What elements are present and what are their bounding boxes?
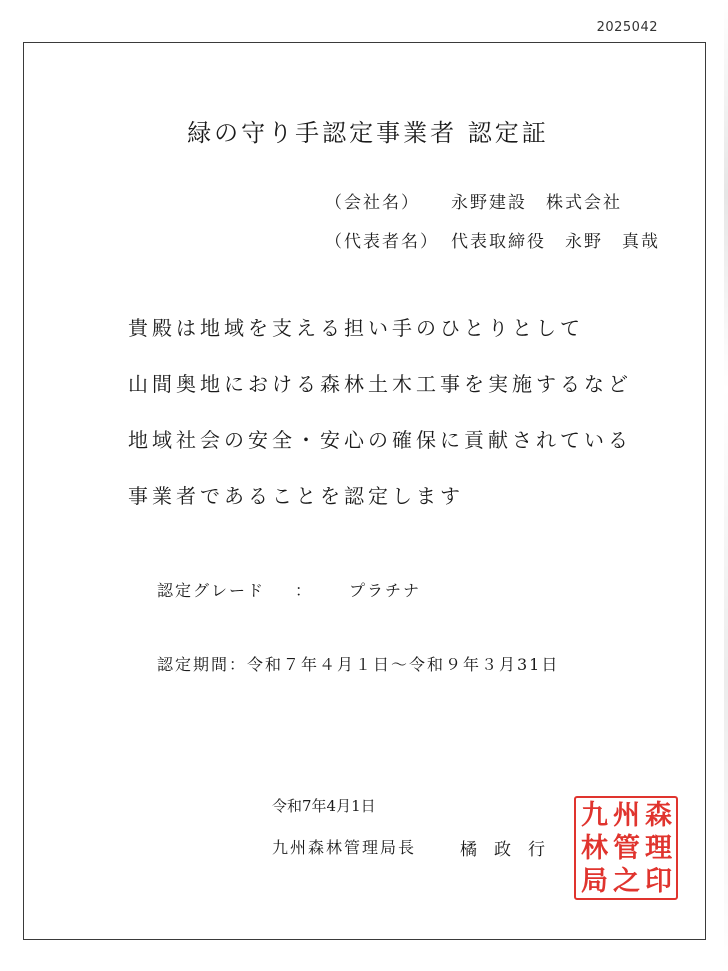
seal-char: 林 bbox=[581, 833, 608, 864]
seal-char: 理 bbox=[645, 833, 672, 864]
grade-label: 認定グレード bbox=[157, 581, 266, 600]
grade-row bbox=[157, 578, 421, 601]
company-name: 永野建設 株式会社 bbox=[451, 193, 622, 213]
certificate-title: 緑の守り手認定事業者 認定証 bbox=[187, 119, 549, 147]
body-line: 貴殿は地域を支える担い手のひとりとして bbox=[128, 316, 584, 340]
representative-row bbox=[325, 227, 660, 252]
document-number: 2025042 bbox=[596, 20, 658, 35]
seal-char: 管 bbox=[613, 833, 640, 864]
body-line: 山間奥地における森林土木工事を実施するなど bbox=[128, 372, 632, 396]
company-label: （会社名） bbox=[325, 193, 420, 213]
seal-char: 印 bbox=[645, 866, 672, 897]
seal-char: 州 bbox=[613, 800, 640, 831]
issuer-title: 九州森林管理局長 bbox=[272, 838, 417, 857]
grade-colon: ： bbox=[295, 581, 314, 600]
seal-char: 之 bbox=[613, 866, 640, 897]
seal-char: 九 bbox=[581, 800, 608, 831]
representative-name: 代表取締役 永野 真哉 bbox=[451, 232, 660, 252]
seal-char: 森 bbox=[645, 800, 672, 831]
certification-period: 認定期間：令和７年４月１日～令和９年３月31日 bbox=[157, 655, 560, 674]
issue-date: 令和7年4月1日 bbox=[272, 797, 376, 815]
body-line: 事業者であることを認定します bbox=[128, 484, 464, 508]
company-row bbox=[325, 188, 622, 213]
official-seal bbox=[574, 796, 678, 900]
issuer-name: 橘政行 bbox=[460, 840, 562, 860]
representative-label: （代表者名） bbox=[325, 232, 439, 252]
grade-value: プラチナ bbox=[349, 581, 422, 600]
body-line: 地域社会の安全・安心の確保に貢献されている bbox=[128, 428, 632, 452]
seal-char: 局 bbox=[581, 866, 608, 897]
